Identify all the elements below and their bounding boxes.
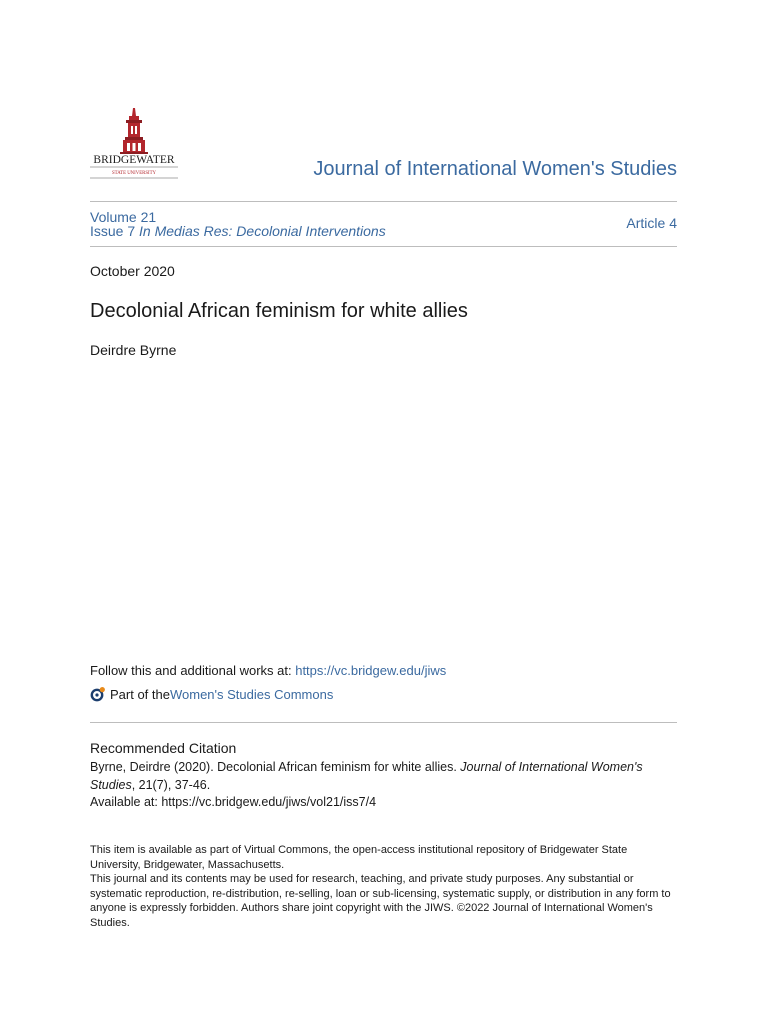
divider [90,722,677,723]
divider [90,246,677,247]
network-commons-icon [90,686,106,702]
copyright-note: This journal and its contents may be used for research, teaching, and private study purposes. Any substantial or systematic reproduction, re-distribution, re-selling, loan or sub-licensing, systematic supply, or distribution in any form to anyone is expressly forbidden. Authors share joint copyright with the JIWS. ©2022 Journal of International Women's Studies. [90,873,671,929]
article-author: Deirdre Byrne [90,342,177,358]
recommended-citation-heading: Recommended Citation [90,740,237,756]
part-of-label: Part of the [110,686,170,702]
citation-text [90,759,680,812]
article-number-link[interactable]: Article 4 [626,215,677,231]
citation-available-at: Available at: https://vc.bridgew.edu/jiws/vol21/iss7/4 [90,795,377,809]
citation-volume-pages: , 21(7), 37-46. [131,777,211,792]
logo-wordmark: BRIDGEWATER [93,154,175,166]
article-title: Decolonial African feminism for white allies [90,300,468,322]
citation-journal: Journal of International Women's Studies [90,760,643,792]
divider [90,201,677,202]
follow-label: Follow this and additional works at: [90,663,296,678]
logo-subtitle: STATE UNIVERSITY [112,171,156,176]
follow-line [90,663,446,678]
repository-link[interactable]: https://vc.bridgew.edu/jiws [295,663,447,678]
part-of-line [90,686,333,702]
issue-number: Issue 7 [90,223,136,239]
university-logo [90,106,178,182]
rights-statement [90,843,680,931]
volume-link[interactable]: Volume 21 [90,209,157,225]
citation-authors-title: Byrne, Deirdre (2020). Decolonial African feminism for white allies. [90,760,461,774]
issue-title: In Medias Res: Decolonial Interventions [139,223,386,239]
repository-note: This item is available as part of Virtual Commons, the open-access institutional repository of Bridgewater State University, Bridgewater, Massachusetts. [90,844,628,871]
issue-link[interactable] [90,223,386,239]
publication-date: October 2020 [90,263,175,279]
womens-studies-commons-link[interactable]: Women's Studies Commons [169,686,334,702]
bell-tower-icon [90,106,178,182]
journal-title-link[interactable]: Journal of International Women's Studies [313,158,677,180]
